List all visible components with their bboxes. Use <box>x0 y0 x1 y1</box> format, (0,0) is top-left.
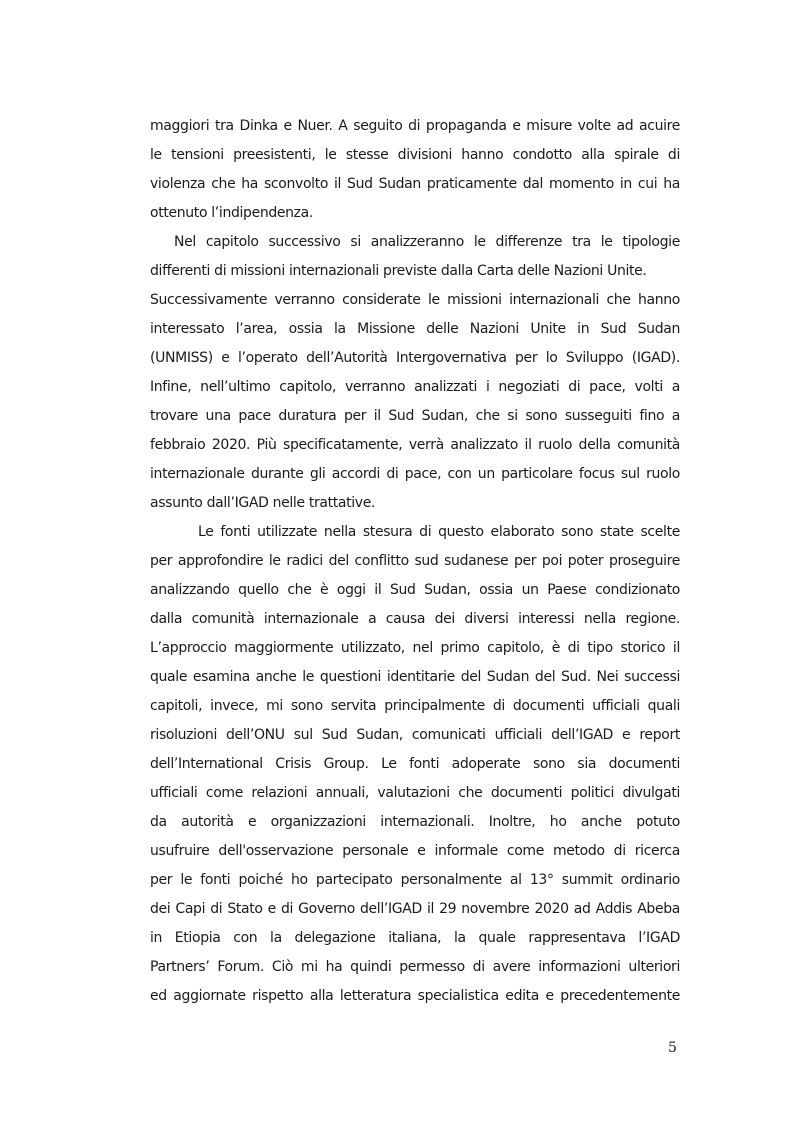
text-line: (UNMISS) e l’operato dell’Autorità Intergovernativa per lo Sviluppo (IGAD). <box>150 350 680 366</box>
text-line: assunto dall’IGAD nelle trattative. <box>150 495 376 511</box>
text-line: per le fonti poiché ho partecipato personalmente al 13° summit ordinario <box>150 872 680 888</box>
text-line: Infine, nell’ultimo capitolo, verranno analizzati i negoziati di pace, volti a <box>150 379 680 395</box>
text-line: Partners’ Forum. Ciò mi ha quindi permesso di avere informazioni ulteriori <box>150 959 680 975</box>
text-line: internazionale durante gli accordi di pace, con un particolare focus sul ruolo <box>150 466 680 482</box>
text-line: dei Capi di Stato e di Governo dell’IGAD il 29 novembre 2020 ad Addis Abeba <box>150 901 680 917</box>
text-line: quale esamina anche le questioni identitarie del Sudan del Sud. Nei successi <box>150 669 680 685</box>
text-line: risoluzioni dell’ONU sul Sud Sudan, comunicati ufficiali dell’IGAD e report <box>150 727 680 743</box>
text-line: analizzando quello che è oggi il Sud Sudan, ossia un Paese condizionato <box>150 582 680 598</box>
text-line: maggiori tra Dinka e Nuer. A seguito di propaganda e misure volte ad acuire <box>150 118 680 134</box>
text-line: ed aggiornate rispetto alla letteratura specialistica edita e precedentemente <box>150 988 680 1004</box>
text-line: interessato l’area, ossia la Missione delle Nazioni Unite in Sud Sudan <box>150 321 680 337</box>
text-line: febbraio 2020. Più specificatamente, verrà analizzato il ruolo della comunità <box>150 437 680 453</box>
text-line: per approfondire le radici del conflitto sud sudanese per poi poter proseguire <box>150 553 680 569</box>
text-line: Successivamente verranno considerate le missioni internazionali che hanno <box>150 292 680 308</box>
text-line: dalla comunità internazionale a causa dei diversi interessi nella regione. <box>150 611 680 627</box>
text-line: le tensioni preesistenti, le stesse divisioni hanno condotto alla spirale di <box>150 147 680 163</box>
text-line: dell’International Crisis Group. Le fonti adoperate sono sia documenti <box>150 756 680 772</box>
text-line: capitoli, invece, mi sono servita principalmente di documenti ufficiali quali <box>150 698 680 714</box>
text-line: differenti di missioni internazionali previste dalla Carta delle Nazioni Unite. <box>150 263 647 279</box>
text-line: ufficiali come relazioni annuali, valutazioni che documenti politici divulgati <box>150 785 680 801</box>
text-line: in Etiopia con la delegazione italiana, la quale rappresentava l’IGAD <box>150 930 680 946</box>
text-line: violenza che ha sconvolto il Sud Sudan praticamente dal momento in cui ha <box>150 176 680 192</box>
text-line: ottenuto l’indipendenza. <box>150 205 314 221</box>
text-line: usufruire dell'osservazione personale e informale come metodo di ricerca <box>150 843 680 859</box>
paragraph-first-line: Nel capitolo successivo si analizzeranno le differenze tra le tipologie <box>174 234 680 250</box>
text-line: L’approccio maggiormente utilizzato, nel primo capitolo, è di tipo storico il <box>150 640 680 656</box>
text-line: da autorità e organizzazioni internazionali. Inoltre, ho anche potuto <box>150 814 680 830</box>
text-line: trovare una pace duratura per il Sud Sudan, che si sono susseguiti fino a <box>150 408 680 424</box>
paragraph-first-line: Le fonti utilizzate nella stesura di questo elaborato sono state scelte <box>198 524 680 540</box>
page-number: 5 <box>668 1040 677 1056</box>
